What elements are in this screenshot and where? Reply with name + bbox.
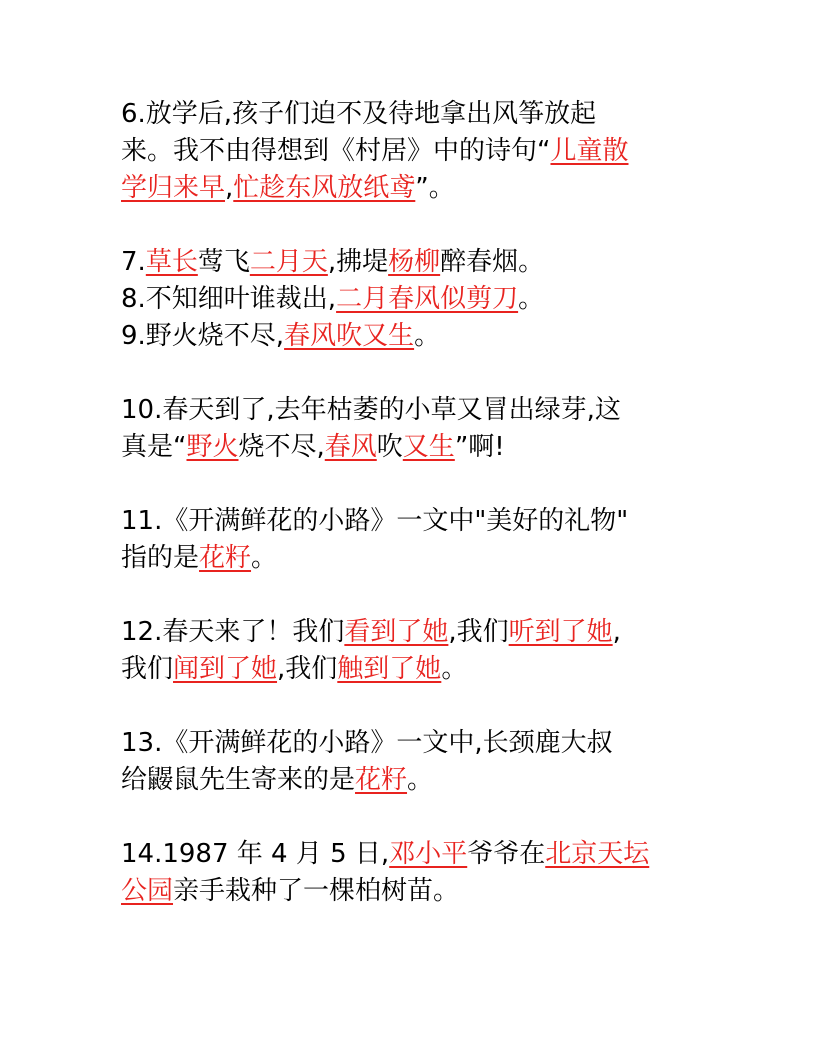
answer-text: 触到了她: [337, 654, 442, 684]
body-text: ,: [225, 173, 234, 203]
answer-text: 花籽: [199, 543, 252, 573]
answer-text: 杨柳: [388, 247, 441, 277]
answer-text: 野火: [186, 432, 239, 462]
text-line: [121, 429, 711, 466]
paragraph-gap: [121, 466, 711, 503]
body-text: ,我们: [277, 654, 338, 684]
body-text: ”啊!: [454, 432, 505, 462]
body-text: 12.春天来了！我们: [121, 617, 345, 647]
answer-text: 二月天: [249, 247, 328, 277]
body-text: 10.春天到了,去年枯萎的小草又冒出绿芽,这: [121, 395, 621, 425]
answer-text: 公园: [121, 876, 174, 906]
body-text: 7.: [121, 247, 146, 277]
question-item: [121, 503, 711, 577]
question-item: [121, 392, 711, 466]
answer-text: 二月春风似剪刀: [336, 284, 519, 314]
text-line: [121, 392, 711, 429]
text-line: [121, 170, 711, 207]
body-text: ,拂堤: [327, 247, 389, 277]
text-line: [121, 318, 711, 355]
paragraph-gap: [121, 355, 711, 392]
body-text: 13.《开满鲜花的小路》一文中,长颈鹿大叔: [121, 728, 613, 758]
body-text: 。: [407, 765, 434, 795]
text-line: [121, 873, 711, 910]
body-text: 14.1987 年 4 月 5 日,: [121, 839, 390, 869]
text-line: [121, 244, 711, 281]
answer-text: 春风吹又生: [284, 321, 415, 351]
text-line: [121, 725, 711, 762]
question-item: [121, 836, 711, 910]
document-page: [121, 96, 711, 910]
answer-text: 花籽: [355, 765, 408, 795]
text-line: [121, 96, 711, 133]
body-text: 吹: [376, 432, 403, 462]
body-text: 6.放学后,孩子们迫不及待地拿出风筝放起: [121, 99, 597, 129]
body-text: 指的是: [121, 543, 200, 573]
body-text: 莺飞: [197, 247, 250, 277]
body-text: 。: [441, 654, 468, 684]
text-line: [121, 651, 711, 688]
paragraph-gap: [121, 207, 711, 244]
body-text: ,我们: [448, 617, 509, 647]
answer-text: 春风: [324, 432, 377, 462]
body-text: 来。我不由得想到《村居》中的诗句“: [121, 136, 551, 166]
question-item: [121, 96, 711, 207]
text-line: [121, 281, 711, 318]
text-line: [121, 836, 711, 873]
answer-text: 北京天坛: [545, 839, 650, 869]
paragraph-gap: [121, 799, 711, 836]
body-text: 9.野火烧不尽,: [121, 321, 285, 351]
text-line: [121, 503, 711, 540]
text-line: [121, 133, 711, 170]
answer-text: 学归来早: [121, 173, 226, 203]
answer-text: 听到了她: [508, 617, 613, 647]
answer-text: 忙趁东风放纸鸢: [233, 173, 416, 203]
paragraph-gap: [121, 577, 711, 614]
body-text: ”。: [415, 173, 455, 203]
answer-text: 闻到了她: [173, 654, 278, 684]
body-text: ,: [612, 617, 621, 647]
body-text: 亲手栽种了一棵柏树苗。: [173, 876, 460, 906]
body-text: 我们: [121, 654, 174, 684]
body-text: 11.《开满鲜花的小路》一文中"美好的礼物": [121, 506, 629, 536]
answer-text: 邓小平: [389, 839, 468, 869]
body-text: 烧不尽,: [238, 432, 325, 462]
body-text: 给鼹鼠先生寄来的是: [121, 765, 356, 795]
answer-text: 又生: [402, 432, 455, 462]
body-text: 。: [251, 543, 278, 573]
body-text: 8.不知细叶谁裁出,: [121, 284, 337, 314]
question-item: [121, 614, 711, 688]
text-line: [121, 614, 711, 651]
answer-text: 看到了她: [344, 617, 449, 647]
body-text: 。: [518, 284, 545, 314]
body-text: 。: [414, 321, 441, 351]
text-line: [121, 762, 711, 799]
question-item: [121, 244, 711, 355]
body-text: 醉春烟。: [440, 247, 545, 277]
body-text: 爷爷在: [467, 839, 546, 869]
paragraph-gap: [121, 688, 711, 725]
question-item: [121, 725, 711, 799]
answer-text: 草长: [145, 247, 198, 277]
answer-text: 儿童散: [550, 136, 629, 166]
body-text: 真是“: [121, 432, 187, 462]
text-line: [121, 540, 711, 577]
